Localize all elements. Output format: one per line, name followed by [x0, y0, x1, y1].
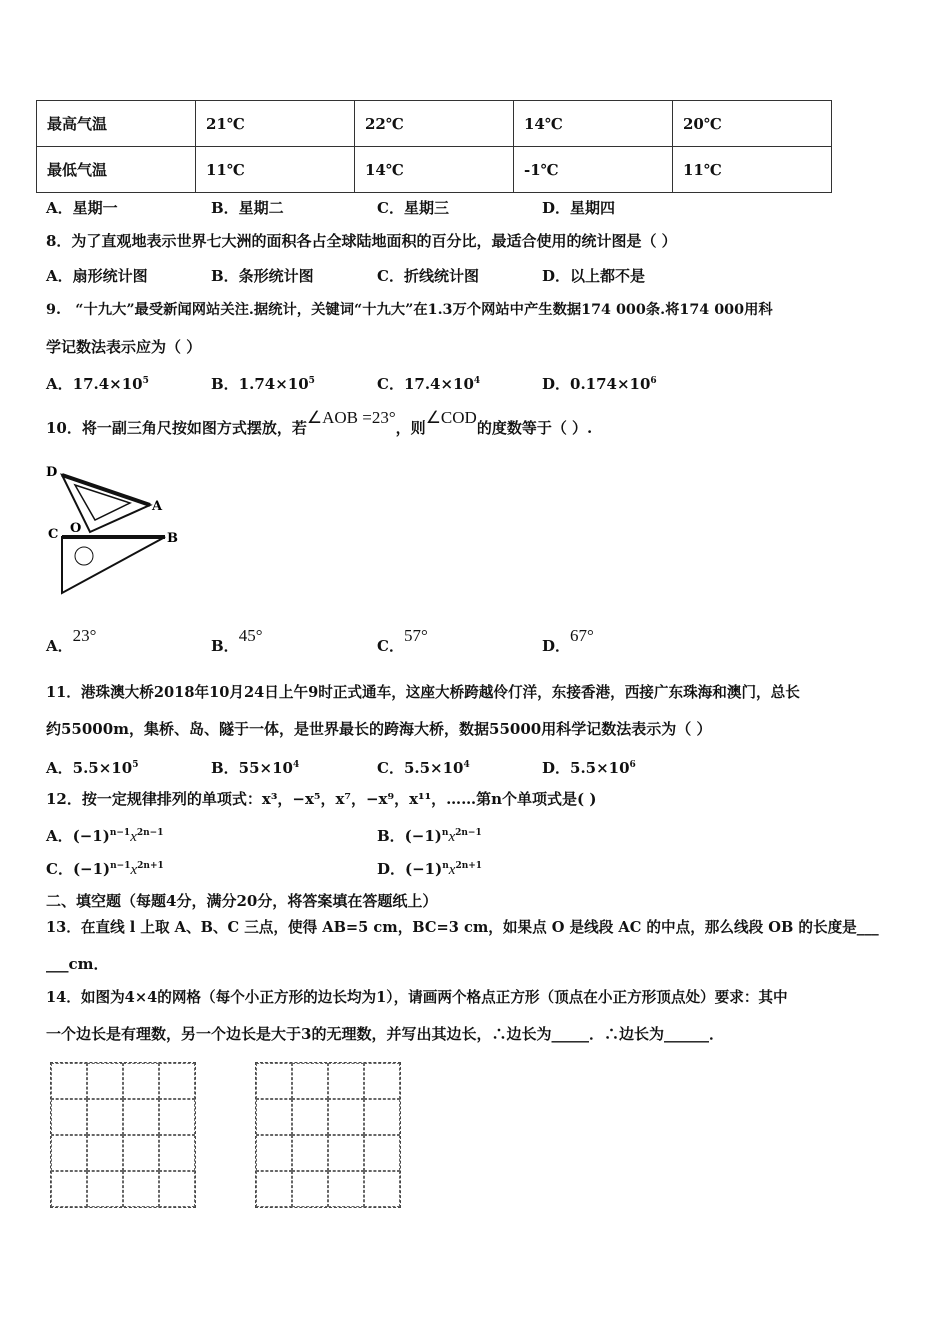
q10-math-cod: ∠COD — [425, 408, 477, 427]
exponent: 4 — [473, 376, 481, 386]
option-text: D．0.174×10 — [542, 375, 651, 393]
variable: x — [448, 829, 456, 845]
grid-4x4-right[interactable] — [255, 1062, 401, 1208]
triangle-rulers-figure — [40, 460, 190, 605]
q9-option-d — [542, 371, 657, 394]
table-cell: 11℃ — [673, 147, 832, 193]
q10-text: ，则 — [395, 419, 426, 437]
q11-stem-line1: 11．港珠澳大桥2018年10月24日上午9时正式通车，这座大桥跨越伶仃洋，东接香港，西接广东珠海和澳门，总长 — [46, 684, 800, 701]
exponent: n — [441, 828, 449, 838]
q7-option-d: D．星期四 — [542, 199, 616, 217]
q8-option-a: A．扇形统计图 — [46, 267, 148, 285]
exponent: 6 — [650, 376, 657, 386]
q14-stem-line1: 14．如图为4×4的网格（每个小正方形的边长均为1），请画两个格点正方形（顶点在小正方形顶点处）要求：其中 — [46, 989, 788, 1006]
q9-option-c — [377, 371, 480, 394]
exponent: 4 — [463, 760, 470, 770]
q8-stem: 8．为了直观地表示世界七大洲的面积各占全球陆地面积的百分比，最适合使用的统计图是（ ） — [46, 232, 677, 250]
section-heading: 二、填空题（每题4分，满分20分，将答案填在答题纸上） — [46, 892, 438, 910]
q9-stem-line1: 9. “十九大”最受新闻网站关注.据统计，关键词“十九大”在1.3万个网站中产生数据174 000条.将174 000用科 — [46, 302, 773, 318]
option-text: A．5.5×10 — [46, 759, 133, 777]
q12-stem: 12．按一定规律排列的单项式：x³，−x⁵，x⁷，−x⁹，x¹¹，……第n个单项式是( ) — [46, 790, 597, 808]
q10-text: 的度数等于（ ）. — [476, 419, 593, 437]
ruler-triangle-2 — [62, 537, 165, 593]
label-a: A — [152, 499, 163, 514]
option-text: B． — [211, 637, 239, 655]
option-value: 67° — [570, 626, 594, 645]
q11-stem-line2: 约55000m，集桥、岛、隧于一体，是世界最长的跨海大桥，数据55000用科学记数法表示为（ ） — [46, 720, 712, 738]
q11-option-a — [46, 755, 138, 778]
variable: x — [448, 862, 456, 878]
q10-option-d — [542, 626, 594, 656]
label-b: B — [167, 531, 178, 546]
option-text: D．5.5×10 — [542, 759, 630, 777]
table-cell: 22℃ — [355, 101, 514, 147]
option-text: B．(−1) — [377, 827, 442, 845]
exponent: 2n+1 — [455, 861, 483, 871]
option-value: 45° — [238, 626, 263, 645]
table-cell: 11℃ — [196, 147, 355, 193]
q9-option-a — [46, 371, 149, 394]
q11-option-d — [542, 755, 636, 778]
label-d: D — [46, 465, 58, 480]
q14-stem-line2: 一个边长是有理数，另一个边长是大于3的无理数，并写出其边长，∴边长为_____．∴边长为______． — [46, 1025, 724, 1043]
label-o: O — [70, 521, 82, 536]
grid-4x4-left[interactable] — [50, 1062, 196, 1208]
option-text: C．5.5×10 — [377, 759, 464, 777]
table-cell: 20℃ — [673, 101, 832, 147]
table-cell: 14℃ — [514, 101, 673, 147]
exponent: 4 — [293, 760, 300, 770]
option-text: A． — [46, 637, 73, 655]
option-text: A．17.4×10 — [46, 375, 143, 393]
exponent: 2n−1 — [136, 828, 164, 838]
q11-option-c — [377, 755, 470, 778]
table-row — [37, 101, 832, 147]
exponent: 5 — [308, 376, 315, 386]
option-text: D． — [542, 637, 571, 655]
option-text: A．(−1) — [46, 827, 110, 845]
q11-option-b — [211, 755, 299, 778]
q12-option-a — [46, 823, 163, 847]
q10-option-a — [46, 626, 97, 656]
table-cell: 最低气温 — [37, 147, 196, 193]
option-text: B．55×10 — [211, 759, 293, 777]
q9-stem-line2: 学记数法表示应为（ ） — [46, 338, 202, 356]
q10-option-b — [211, 626, 263, 656]
exponent: 2n+1 — [137, 861, 164, 871]
q12-option-c — [46, 856, 164, 880]
table-cell: -1℃ — [514, 147, 673, 193]
q9-option-b — [211, 371, 315, 394]
option-value: 23° — [72, 626, 97, 645]
q13-stem-line2: ___cm． — [46, 955, 109, 973]
exponent: 5 — [142, 376, 149, 386]
q8-option-c: C．折线统计图 — [377, 267, 479, 285]
exponent: 6 — [629, 760, 636, 770]
table-row — [37, 147, 832, 193]
exponent: 5 — [132, 760, 139, 770]
q10-option-c — [377, 626, 428, 656]
exponent: n−1 — [109, 828, 131, 838]
q7-option-c: C．星期三 — [377, 199, 449, 217]
variable: x — [130, 862, 138, 878]
option-text: C． — [377, 637, 404, 655]
exponent: n — [442, 861, 449, 871]
q10-text: 10．将一副三角尺按如图方式摆放，若 — [46, 419, 307, 437]
q8-option-d: D．以上都不是 — [542, 267, 646, 285]
q10-math-aob: ∠AOB =23° — [306, 408, 396, 427]
variable: x — [130, 829, 137, 845]
option-text: C．(−1) — [46, 860, 111, 878]
q12-option-b — [377, 823, 482, 847]
label-c: C — [48, 527, 59, 542]
q13-stem-line1: 13．在直线 l 上取 A、B、C 三点，使得 AB=5 cm，BC=3 cm，如果点 O 是线段 AC 的中点，那么线段 OB 的长度是___ — [46, 919, 879, 936]
temperature-table — [36, 100, 832, 193]
q12-option-d — [377, 856, 482, 880]
option-text: D．(−1) — [377, 860, 443, 878]
table-cell: 最高气温 — [37, 101, 196, 147]
q7-option-a: A．星期一 — [46, 199, 118, 217]
ruler-hole — [75, 547, 93, 565]
option-text: B．1.74×10 — [211, 375, 309, 393]
table-cell: 21℃ — [196, 101, 355, 147]
q8-option-b: B．条形统计图 — [211, 267, 314, 285]
q10-stem — [46, 408, 593, 438]
exponent: n−1 — [110, 861, 131, 871]
option-value: 57° — [403, 626, 428, 645]
exponent: 2n−1 — [455, 828, 482, 838]
option-text: C．17.4×10 — [377, 375, 474, 393]
table-cell: 14℃ — [355, 147, 514, 193]
q7-option-b: B．星期二 — [211, 199, 284, 217]
